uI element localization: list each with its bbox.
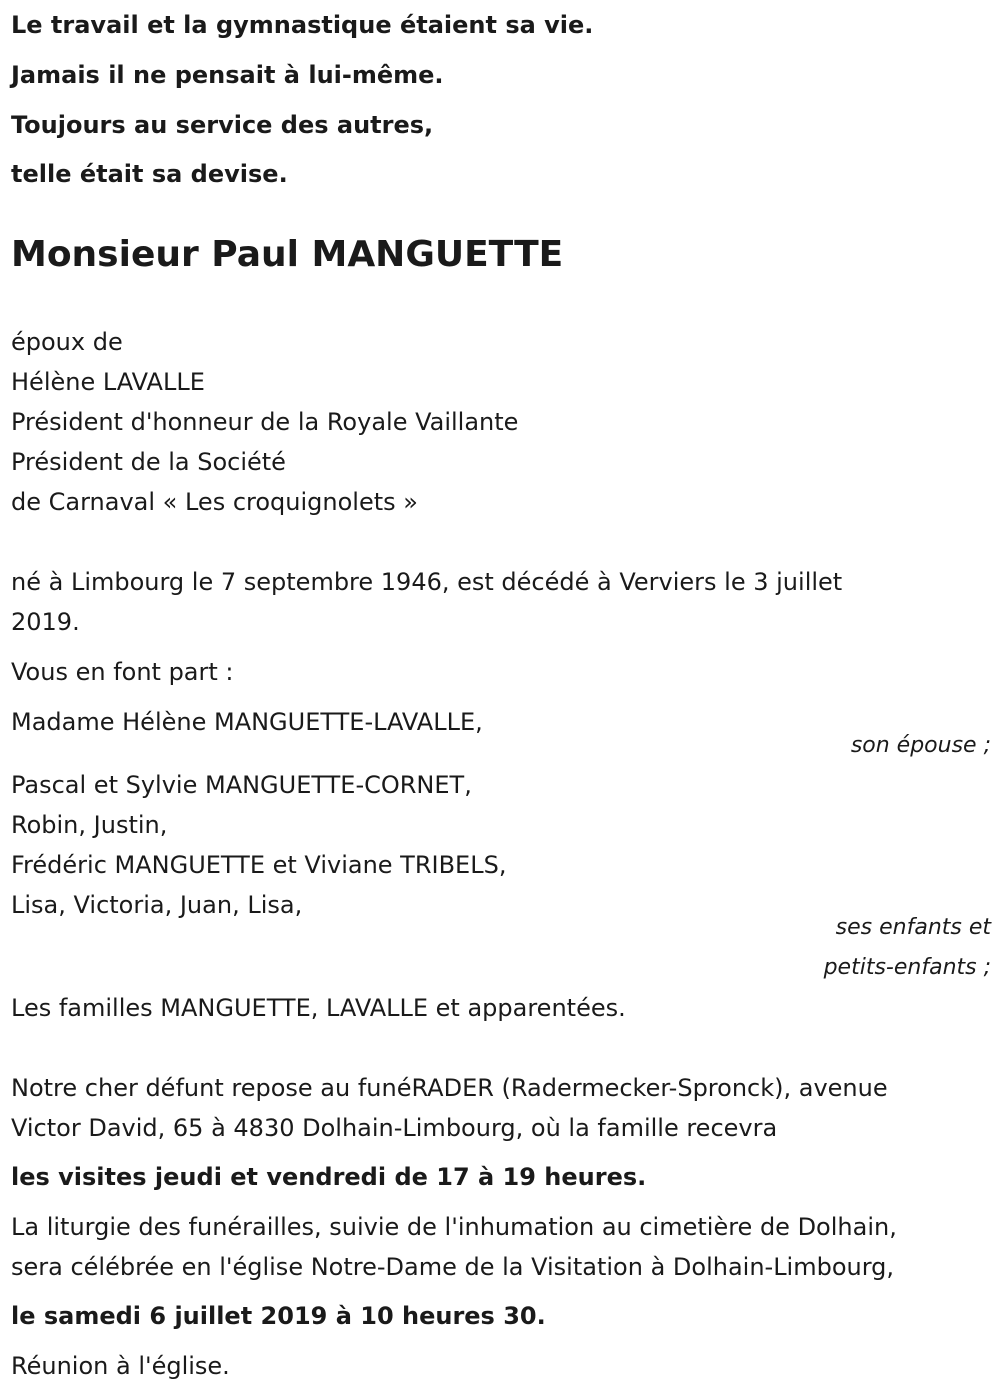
rest-line-2: Victor David, 65 à 4830 Dolhain-Limbourg, où la famille recevra — [11, 1114, 778, 1142]
children-role-line-1: ses enfants et — [835, 915, 991, 940]
spouse-role: son épouse ; — [850, 733, 991, 758]
motto-line-3: Toujours au service des autres, — [11, 111, 434, 139]
title-line-2: Hélène LAVALLE — [11, 368, 205, 396]
children-line-3: Frédéric MANGUETTE et Viviane TRIBELS, — [11, 851, 507, 879]
visits-info: les visites jeudi et vendredi de 17 à 19 heures. — [11, 1163, 647, 1191]
title-line-1: époux de — [11, 328, 123, 356]
meeting-info: Réunion à l'église. — [11, 1352, 230, 1380]
liturgy-line-1: La liturgie des funérailles, suivie de l'inhumation au cimetière de Dolhain, — [11, 1213, 897, 1241]
deceased-name: Monsieur Paul MANGUETTE — [11, 234, 564, 275]
spouse-name: Madame Hélène MANGUETTE-LAVALLE, — [11, 708, 483, 736]
motto-line-1: Le travail et la gymnastique étaient sa vie. — [11, 11, 594, 39]
children-line-2: Robin, Justin, — [11, 811, 168, 839]
children-line-1: Pascal et Sylvie MANGUETTE-CORNET, — [11, 771, 472, 799]
children-line-4: Lisa, Victoria, Juan, Lisa, — [11, 891, 303, 919]
rest-line-1: Notre cher défunt repose au funéRADER (Radermecker-Spronck), avenue — [11, 1074, 888, 1102]
other-families: Les familles MANGUETTE, LAVALLE et apparentées. — [11, 994, 626, 1022]
motto-line-2: Jamais il ne pensait à lui-même. — [11, 61, 444, 89]
title-line-3: Président d'honneur de la Royale Vaillante — [11, 408, 519, 436]
title-line-4: Président de la Société — [11, 448, 286, 476]
children-role-line-2: petits-enfants ; — [823, 955, 991, 980]
birth-death-line-1: né à Limbourg le 7 septembre 1946, est décédé à Verviers le 3 juillet — [11, 568, 843, 596]
title-line-5: de Carnaval « Les croquignolets » — [11, 488, 418, 516]
motto-line-4: telle était sa devise. — [11, 160, 288, 188]
announce-text: Vous en font part : — [11, 658, 234, 686]
liturgy-line-2: sera célébrée en l'église Notre-Dame de la Visitation à Dolhain-Limbourg, — [11, 1253, 895, 1281]
ceremony-date: le samedi 6 juillet 2019 à 10 heures 30. — [11, 1302, 546, 1330]
birth-death-line-2: 2019. — [11, 608, 80, 636]
